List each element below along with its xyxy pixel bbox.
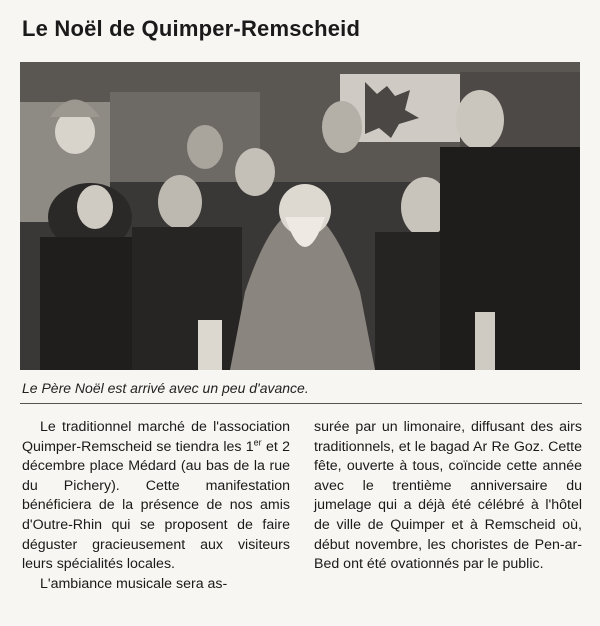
caption-divider: [20, 403, 582, 404]
article-title: Le Noël de Quimper-Remscheid: [22, 16, 361, 41]
photo-caption: Le Père Noël est arrivé avec un peu d'avance.: [22, 380, 309, 396]
paragraph-1: [22, 418, 290, 575]
ordinal-superscript: er: [253, 436, 262, 447]
paragraph-2: L'ambiance musicale sera as-: [40, 575, 228, 592]
paragraph-2-continued: surée par un limonaire, diffusant des airs traditionnels, et le bagad Ar Re Goz. Cette fête, ouverte à tous, coïncide cette année avec le trentième anniversaire du jumelage qui a déjà été célébré à l'hôtel de ville de Quimper et à Remscheid où, début novembre, les choristes de Pen-ar-Bed ont été ovationnés par le public.: [314, 419, 582, 573]
article-photo: [20, 62, 580, 370]
article-column-left: [22, 418, 290, 594]
paragraph-1-text-a: Le traditionnel marché de l'association Quimper-Remscheid se tiendra les 1: [22, 419, 290, 455]
paragraph-1-text-b: et 2 décembre place Médard (au bas de la rue du Pichery). Cette manifestation bénéficiera de la présence de nos amis d'Outre-Rhin qui se proposent de faire déguster gracieusement aux visiteurs leurs spécialités locales.: [22, 438, 291, 573]
article-column-right: [314, 418, 582, 575]
